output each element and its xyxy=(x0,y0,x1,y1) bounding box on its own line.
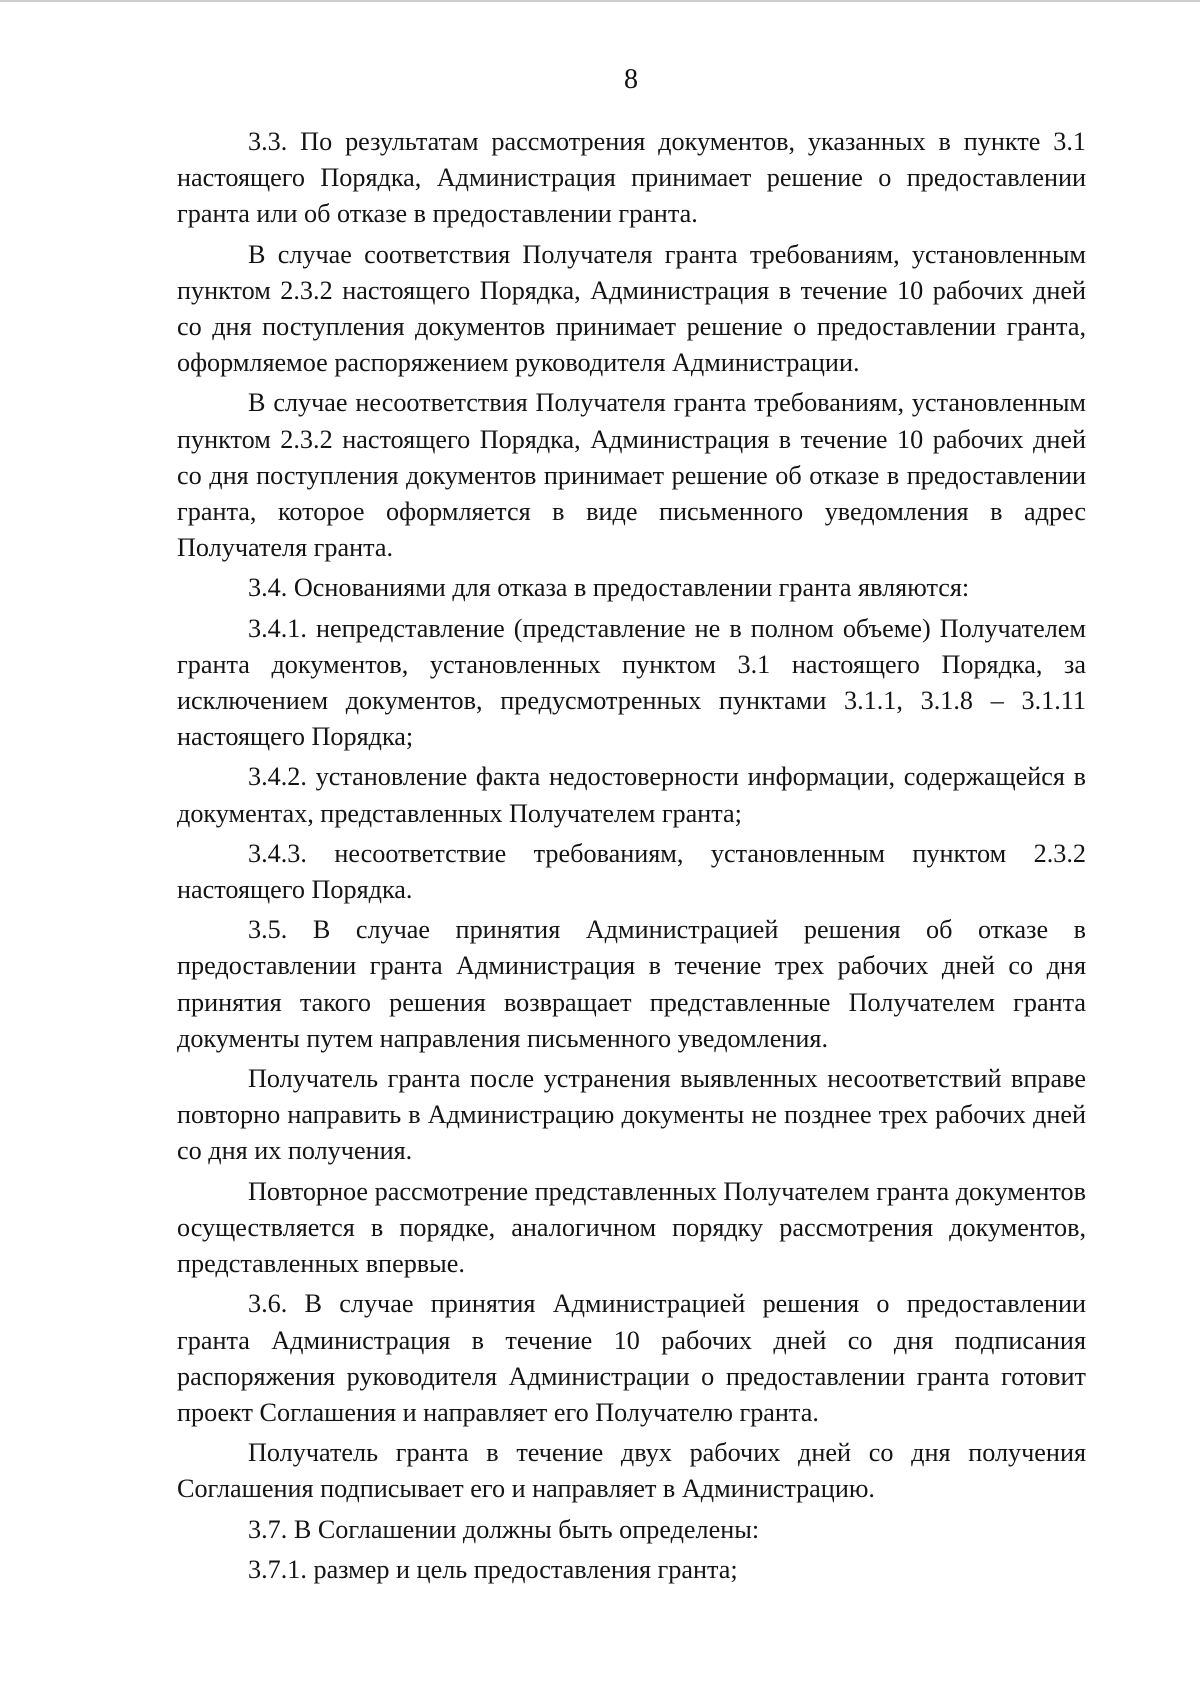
paragraph-repeated-review: Повторное рассмотрение представленных Получателем гранта документов осуществляется в порядке, аналогичном порядку рассмотрения документов, представленных впервые. xyxy=(177,1176,1086,1279)
paragraph-noncompliance-case: В случае несоответствия Получателя гранта требованиям, установленным пунктом 2.3.2 настоящего Порядка, Администрация в течение 10 рабочих дней со дня поступления документов принимает решение об отказе в предоставлении гранта, которое оформляется в виде письменного уведомления в адрес Получателя гранта. xyxy=(177,388,1086,563)
paragraph-3-7: 3.7. В Соглашении должны быть определены: xyxy=(248,1514,760,1544)
paragraph-3-4-1: 3.4.1. непредставление (представление не в полном объеме) Получателем гранта документов, установленных пунктом 3.1 настоящего Порядка, за исключением документов, предусмотренных пунктами 3.1.1, 3.1.8 – 3.1.11 настоящего Порядка; xyxy=(177,613,1086,752)
paragraph-3-6: 3.6. В случае принятия Администрацией решения о предоставлении гранта Администрация в течение 10 рабочих дней со дня подписания распоряжения руководителя Администрации о предоставлении гранта готовит проект Соглашения и направляет его Получателю гранта. xyxy=(177,1289,1086,1427)
paragraph-3-7-1: 3.7.1. размер и цель предоставления гранта; xyxy=(248,1554,738,1584)
page-top-edge xyxy=(0,0,1200,2)
paragraph-3-5: 3.5. В случае принятия Администрацией решения об отказе в предоставлении гранта Администрация в течение трех рабочих дней со дня принятия такого решения возвращает представленные Получателем гранта документы путем направления письменного уведомления. xyxy=(177,915,1086,1053)
paragraph-3-4-2: 3.4.2. установление факта недостоверности информации, содержащейся в документах, представленных Получателем гранта; xyxy=(177,762,1086,828)
document-body xyxy=(177,124,1086,1592)
paragraph-agreement-signing: Получатель гранта в течение двух рабочих дней со дня получения Соглашения подписывает его и направляет в Администрацию. xyxy=(177,1438,1086,1504)
paragraph-3-4: 3.4. Основаниями для отказа в предоставлении гранта являются: xyxy=(248,573,970,603)
paragraph-resubmission: Получатель гранта после устранения выявленных несоответствий вправе повторно направить в Администрацию документы не позднее трех рабочих дней со дня их получения. xyxy=(177,1064,1086,1166)
paragraph-3-4-3: 3.4.3. несоответствие требованиям, установленным пунктом 2.3.2 настоящего Порядка. xyxy=(177,838,1086,905)
paragraph-3-3: 3.3. По результатам рассмотрения документов, указанных в пункте 3.1 настоящего Порядка, Администрация принимает решение о предоставлении гранта или об отказе в предоставлении гранта. xyxy=(177,127,1086,229)
paragraph-compliance-case: В случае соответствия Получателя гранта требованиям, установленным пунктом 2.3.2 настоящего Порядка, Администрация в течение 10 рабочих дней со дня поступления документов принимает решение о предоставлении гранта, оформляемое распоряжением руководителя Администрации. xyxy=(177,239,1086,378)
page-number: 8 xyxy=(624,64,638,95)
